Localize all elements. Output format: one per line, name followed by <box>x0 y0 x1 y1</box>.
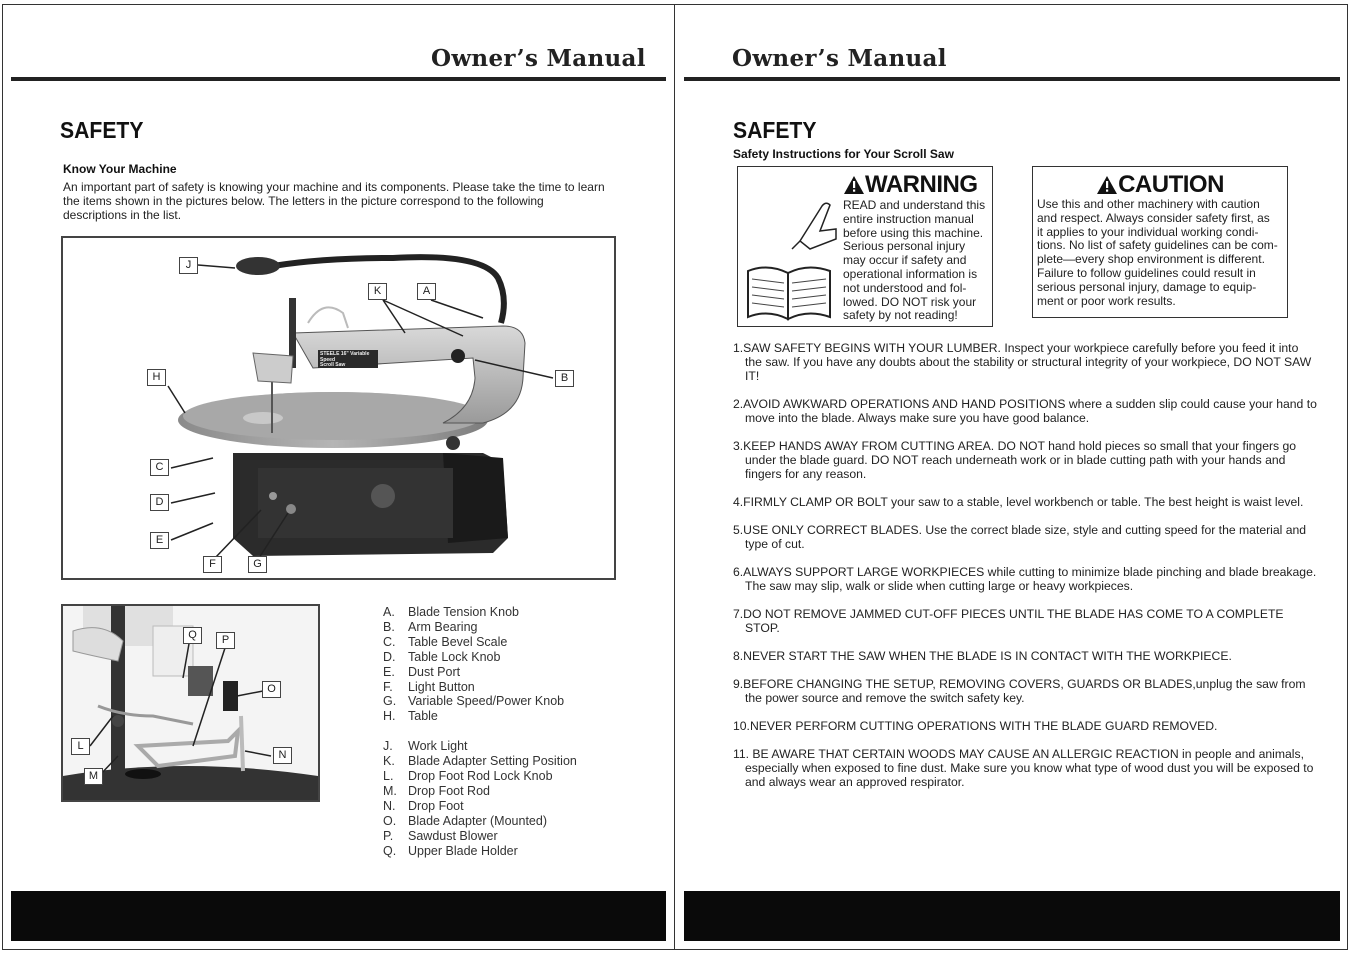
warning-line: entire instruction manual <box>843 211 974 226</box>
part-letter: E. <box>383 664 395 679</box>
part-name: Arm Bearing <box>408 619 478 634</box>
page-header-title: Owner’s Manual <box>431 45 646 72</box>
part-name: Light Button <box>408 679 475 694</box>
part-name: Work Light <box>408 739 468 754</box>
parts-list-item <box>383 799 577 814</box>
parts-list-item <box>383 739 577 754</box>
scroll-saw-figure <box>61 236 616 580</box>
caution-title: CAUTION <box>1118 171 1224 198</box>
safety-rule: 4.FIRMLY CLAMP OR BOLT your saw to a stable, level workbench or table. The best height is waist level. <box>733 495 1304 509</box>
part-name: Table Bevel Scale <box>408 634 508 649</box>
part-letter: C. <box>383 634 396 649</box>
section-title: SAFETY <box>60 117 144 143</box>
parts-list-item <box>383 665 577 680</box>
parts-list-item <box>383 680 577 695</box>
caution-line: and respect. Always consider safety first, as <box>1037 210 1270 225</box>
safety-rule: 11. BE AWARE THAT CERTAIN WOODS MAY CAUSE AN ALLERGIC REACTION in people and animals, especially when exposed to fine dust. Make sure you know what type of wood dust you will be exposed to and always wear an approved respirator. <box>733 747 1314 789</box>
parts-list-item <box>383 694 577 709</box>
parts-list-item <box>383 620 577 635</box>
saw-badge-model-line-1: 16" Variable Speed <box>320 351 370 363</box>
caution-line: serious personal injury, damage to equip- <box>1037 279 1257 294</box>
part-letter: K. <box>383 754 395 769</box>
page-header-title: Owner’s Manual <box>732 45 947 72</box>
callout-P: P <box>216 632 235 649</box>
warning-line: safety by not reading! <box>843 308 958 323</box>
warning-line: before using this machine. <box>843 225 984 240</box>
safety-rule: 6.ALWAYS SUPPORT LARGE WORKPIECES while cutting to minimize blade pinching and blade breakage. The saw may slip, walk or slide when cutting large or heavy workpieces. <box>733 565 1317 593</box>
part-name: Table <box>408 709 438 724</box>
list-spacer <box>383 724 577 739</box>
part-name: Upper Blade Holder <box>408 843 518 858</box>
scroll-saw-illustration <box>63 238 614 578</box>
callout-K: K <box>368 283 387 300</box>
part-letter: D. <box>383 649 396 664</box>
callout-J: J <box>179 257 198 274</box>
header-rule <box>11 77 666 81</box>
part-letter: N. <box>383 798 396 813</box>
subheading: Know Your Machine <box>63 162 177 176</box>
callout-N: N <box>273 747 292 764</box>
saw-badge <box>320 352 378 369</box>
warning-line: may occur if safety and <box>843 253 967 268</box>
parts-list-item <box>383 650 577 665</box>
callout-F: F <box>203 556 222 573</box>
part-letter: Q. <box>383 843 397 858</box>
part-name: Blade Adapter (Mounted) <box>408 813 547 828</box>
callout-L: L <box>71 738 90 755</box>
warning-title: WARNING <box>865 171 978 198</box>
safety-rule: 7.DO NOT REMOVE JAMMED CUT-OFF PIECES UNTIL THE BLADE HAS COME TO A COMPLETE STOP. <box>733 607 1284 635</box>
section-title: SAFETY <box>733 117 817 143</box>
part-name: Blade Adapter Setting Position <box>408 754 577 769</box>
callout-A: A <box>417 283 436 300</box>
warning-line: lowed. DO NOT risk your <box>843 294 977 309</box>
caution-line: plete—every shop environment is different. <box>1037 252 1265 267</box>
safety-rule: 10.NEVER PERFORM CUTTING OPERATIONS WITH THE BLADE GUARD REMOVED. <box>733 719 1218 733</box>
warning-heading <box>843 171 993 199</box>
callout-Q: Q <box>183 627 202 644</box>
warning-line: Serious personal injury <box>843 239 966 254</box>
safety-rule: 3.KEEP HANDS AWAY FROM CUTTING AREA. DO NOT hand hold pieces so small that your fingers go under the blade guard. DO NOT reach underneath work or in blade cutting path with your hands and fingers for any reason. <box>733 439 1297 481</box>
safety-rule: 5.USE ONLY CORRECT BLADES. Use the correct blade size, style and cutting speed for the material and type of cut. <box>733 523 1307 551</box>
part-letter: H. <box>383 709 396 724</box>
subheading: Safety Instructions for Your Scroll Saw <box>733 147 954 161</box>
parts-list-item <box>383 784 577 799</box>
caution-line: Failure to follow guidelines could result in <box>1037 265 1256 280</box>
warning-line: READ and understand this <box>843 198 986 212</box>
part-name: Drop Foot Rod <box>408 783 490 798</box>
right-page <box>674 4 1348 950</box>
parts-list-item <box>383 754 577 769</box>
parts-list <box>383 605 577 859</box>
part-name: Variable Speed/Power Knob <box>408 694 565 709</box>
part-letter: J. <box>383 739 393 754</box>
callout-M: M <box>84 768 103 785</box>
parts-list-item <box>383 709 577 724</box>
warning-line: not understood and fol- <box>843 280 967 295</box>
footer-bar <box>684 891 1340 941</box>
part-letter: P. <box>383 828 394 843</box>
intro-paragraph: An important part of safety is knowing your machine and its components. Please take the time to learn the items shown in the pictures below. The letters in the picture correspond to the following descriptions in the list. <box>63 180 605 222</box>
saw-badge-model-line-2: Scroll Saw <box>320 362 346 368</box>
part-letter: A. <box>383 605 395 619</box>
part-name: Table Lock Knob <box>408 649 501 664</box>
caution-triangle-icon <box>1096 175 1118 195</box>
footer-bar <box>11 891 666 941</box>
warning-triangle-icon <box>843 175 865 195</box>
part-name: Drop Foot Rod Lock Knob <box>408 769 553 784</box>
parts-list-item <box>383 844 577 859</box>
part-letter: B. <box>383 619 395 634</box>
parts-list-item <box>383 605 577 620</box>
caution-text <box>1037 198 1289 308</box>
callout-G: G <box>248 556 267 573</box>
part-name: Blade Tension Knob <box>408 605 519 619</box>
left-page <box>2 4 675 950</box>
callout-D: D <box>150 494 169 511</box>
callout-E: E <box>150 532 169 549</box>
header-rule <box>684 77 1340 81</box>
caution-line: it applies to your individual working condi- <box>1037 224 1259 239</box>
safety-rules-list <box>733 341 1318 803</box>
safety-rule: 1.SAW SAFETY BEGINS WITH YOUR LUMBER. Inspect your workpiece carefully before you feed it into the saw. If you have any doubts about the stability or structural integrity of your workpiece, DO NOT SAW IT! <box>733 341 1312 383</box>
safety-rule: 9.BEFORE CHANGING THE SETUP, REMOVING COVERS, GUARDS OR BLADES,unplug the saw from the power source and remove the switch safety key. <box>733 677 1306 705</box>
part-letter: M. <box>383 783 397 798</box>
callout-O: O <box>262 681 281 698</box>
caution-heading <box>1033 171 1287 199</box>
warning-box <box>737 166 993 327</box>
part-letter: G. <box>383 694 397 709</box>
callout-C: C <box>150 459 169 476</box>
part-name: Dust Port <box>408 664 461 679</box>
read-manual-icon <box>740 191 840 321</box>
safety-rule: 2.AVOID AWKWARD OPERATIONS AND HAND POSITIONS where a sudden slip could cause your hand to move into the blade. Always make sure you have good balance. <box>733 397 1317 425</box>
safety-rule: 8.NEVER START THE SAW WHEN THE BLADE IS IN CONTACT WITH THE WORKPIECE. <box>733 649 1232 663</box>
part-letter: F. <box>383 679 393 694</box>
parts-list-item <box>383 814 577 829</box>
part-letter: L. <box>383 769 394 784</box>
caution-line: ment or poor work results. <box>1037 293 1176 308</box>
caution-box <box>1032 166 1288 318</box>
warning-content <box>843 171 993 323</box>
parts-list-item <box>383 829 577 844</box>
caution-line: tions. No list of safety guidelines can be com- <box>1037 238 1278 253</box>
part-name: Drop Foot <box>408 798 464 813</box>
part-letter: O. <box>383 813 397 828</box>
parts-list-item <box>383 635 577 650</box>
caution-line: Use this and other machinery with caution <box>1037 197 1260 211</box>
blade-holder-figure <box>61 604 320 802</box>
callout-B: B <box>555 370 574 387</box>
part-name: Sawdust Blower <box>408 828 498 843</box>
warning-line: operational information is <box>843 266 978 281</box>
parts-list-item <box>383 769 577 784</box>
warning-text <box>843 199 993 323</box>
saw-badge-brand: STEELE <box>320 351 340 357</box>
callout-H: H <box>147 369 166 386</box>
